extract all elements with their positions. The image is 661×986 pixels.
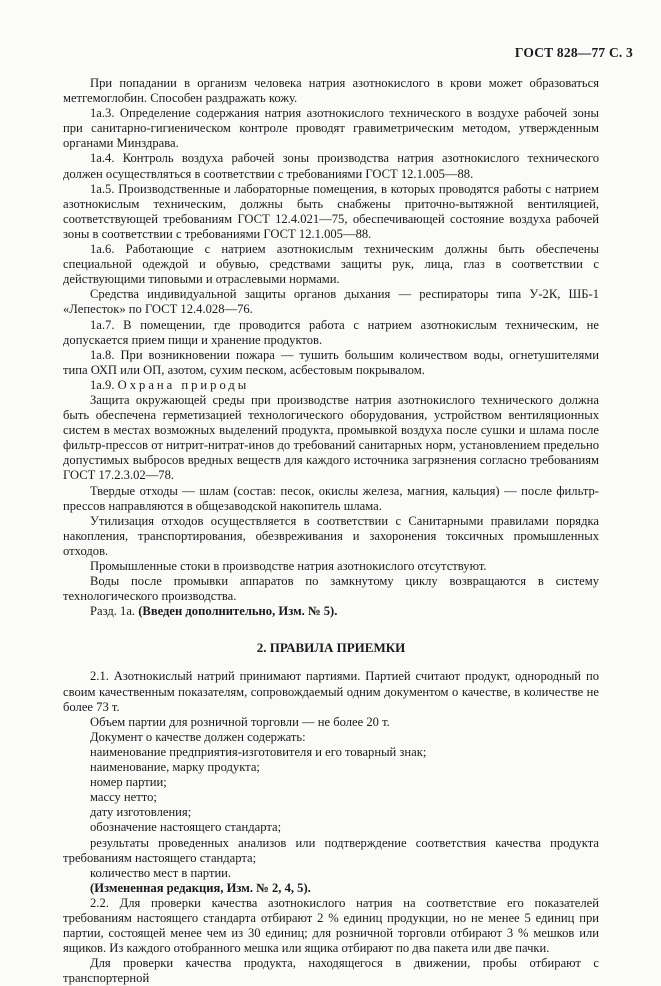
paragraph: Твердые отходы — шлам (состав: песок, окислы железа, магния, кальция) — после фильтр-прессов направляются в общезаводской накопитель шлама.	[63, 483, 599, 513]
paragraph: Документ о качестве должен содержать:	[90, 729, 306, 744]
page-header: ГОСТ 828—77 С. 3	[514, 45, 633, 60]
paragraph: 2.2. Для проверки качества азотнокислого натрия на соответствие его показателей требованиям настоящего стандарта отбирают 2 % единиц продукции, но не менее 5 единиц при партии, состоящей менее чем из 30 единиц; для розничной торговли отбирают 3 % мешков или ящиков. Из каждого отобранного мешка или ящика отбирают по два пакета или две пачки.	[63, 895, 599, 956]
paragraph: 1а.8. При возникновении пожара — тушить большим количеством воды, огнетушителями типа ОХП или ОП, азотом, сухим песком, асбестовым покрывалом.	[63, 347, 599, 377]
list-item: наименование предприятия-изготовителя и его товарный знак;	[90, 744, 427, 759]
document-body	[63, 76, 599, 986]
list-item: результаты проведенных анализов или подтверждение соответствия качества продукта требованиям настоящего стандарта;	[63, 835, 599, 865]
section-title: 2. ПРАВИЛА ПРИЕМКИ	[256, 640, 406, 656]
paragraph: 1а.7. В помещении, где проводится работа с натрием азотнокислым техническим, не допускается прием пищи и хранение продуктов.	[63, 317, 599, 347]
paragraph: 1а.3. Определение содержания натрия азотнокислого технического в воздухе рабочей зоны при санитарно-гигиеническом контроле проводят гравиметрическим методом, утвержденным органами Минздрава.	[63, 106, 599, 151]
paragraph: Объем партии для розничной торговли — не более 20 т.	[90, 714, 390, 729]
list-item: массу нетто;	[90, 790, 157, 805]
amendment-note	[63, 604, 599, 619]
list-item: количество мест в партии.	[90, 865, 232, 880]
list-item: обозначение настоящего стандарта;	[90, 820, 282, 835]
paragraph: Утилизация отходов осуществляется в соответствии с Санитарными правилами порядка накопления, транспортирования, обезвреживания и захоронения токсичных промышленных отходов.	[63, 513, 599, 558]
paragraph: Средства индивидуальной защиты органов дыхания — респираторы типа У-2К, ШБ-1 «Лепесток» по ГОСТ 12.4.028—76.	[63, 287, 599, 317]
paragraph: Для проверки качества продукта, находящегося в движении, пробы отбирают с транспортерной	[63, 956, 599, 986]
paragraph: Промышленные стоки в производстве натрия азотнокислого отсутствуют.	[90, 559, 487, 573]
paragraph-heading	[63, 378, 599, 393]
list-item: номер партии;	[90, 775, 167, 790]
paragraph: Воды после промывки аппаратов по замкнутому циклу возвращаются в систему технологического производства.	[63, 574, 599, 604]
amendment-note: (Измененная редакция, Изм. № 2, 4, 5).	[90, 880, 311, 895]
paragraph: 1а.4. Контроль воздуха рабочей зоны производства натрия азотнокислого технического должен осуществляться в соответствии с требованиями ГОСТ 12.1.005—88.	[63, 151, 599, 181]
list-item: наименование, марку продукта;	[90, 760, 260, 775]
clause-number: 1а.9.	[90, 377, 115, 392]
paragraph: 1а.6. Работающие с натрием азотнокислым техническим должны быть обеспечены специальной одеждой и обувью, средствами защиты рук, лица, глаз в соответствии с действующими типовыми и отраслевыми нормами.	[63, 242, 599, 287]
list-item: дату изготовления;	[90, 805, 192, 820]
clause-title: Охрана природы	[117, 377, 250, 392]
paragraph: Защита окружающей среды при производстве натрия азотнокислого технического должна быть обеспечена герметизацией технологического оборудования, устройством вентиляционных систем в местах возможных выделений продукта, промывкой воздуха после сушки и шлама после фильтр-прессов от нитрит-нитрат-инов до требований санитарных норм, установлением предельно допустимых выбросов вредных веществ для каждого источника загрязнения согласно требованиям ГОСТ 17.2.3.02—78.	[63, 392, 599, 483]
amendment-section: Разд. 1а.	[90, 604, 139, 619]
amendment-text: (Введен дополнительно, Изм. № 5).	[138, 604, 338, 619]
paragraph: При попадании в организм человека натрия азотнокислого в крови может образоваться метгемоглобин. Способен раздражать кожу.	[63, 76, 599, 106]
paragraph: 2.1. Азотнокислый натрий принимают партиями. Партией считают продукт, однородный по своим качественным показателям, сопровождаемый одним документом о качестве, в количестве не более 73 т.	[63, 669, 599, 714]
paragraph: 1а.5. Производственные и лабораторные помещения, в которых проводятся работы с натрием азотнокислым техническим, должны быть снабжены приточно-вытяжной вентиляцией, соответствующей требованиям ГОСТ 12.4.021—75, обеспечивающей состояние воздуха рабочей зоны в соответствии с требованиями ГОСТ 12.1.005—88.	[63, 181, 599, 241]
